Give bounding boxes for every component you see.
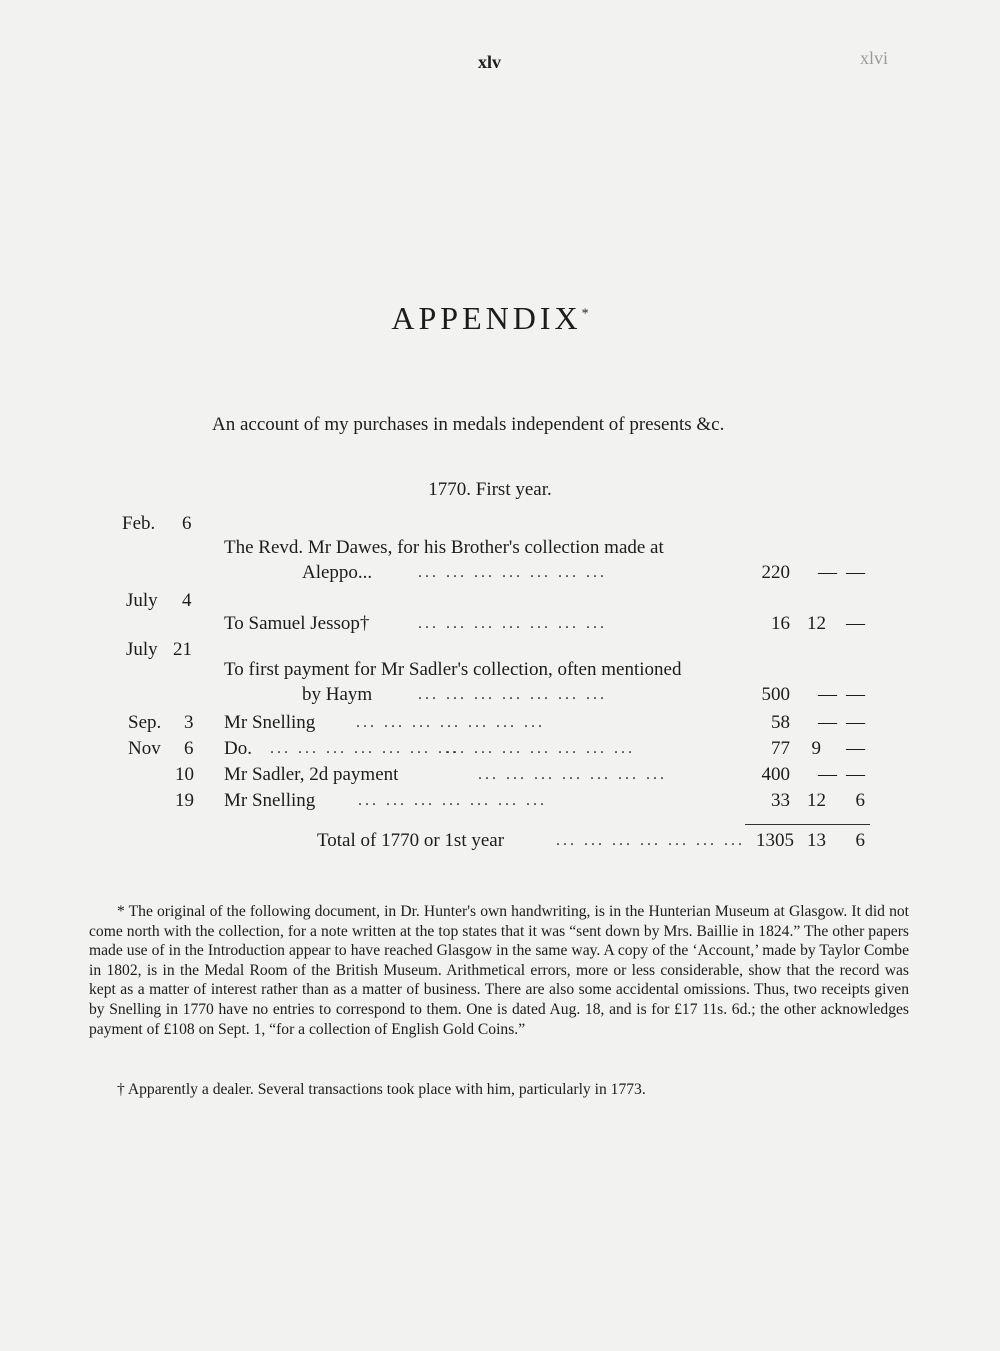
entry-description: To Samuel Jessop† bbox=[224, 613, 370, 634]
footnote-dagger bbox=[89, 1080, 909, 1100]
dot-leader: ... ... ... ... ... ... ... bbox=[270, 740, 459, 757]
amount-pence: — bbox=[846, 684, 865, 705]
total-label: Total of 1770 or 1st year bbox=[317, 830, 505, 851]
dot-leader: ... ... ... ... ... ... ... bbox=[418, 615, 607, 632]
entry-day: 4 bbox=[182, 590, 192, 611]
dot-leader: ... ... ... ... ... ... ... bbox=[356, 714, 545, 731]
dot-leader: ... ... ... ... ... ... ... bbox=[418, 686, 607, 703]
account-intro: An account of my purchases in medals independent of presents &c. bbox=[212, 414, 725, 435]
amount-shillings: 12 bbox=[807, 613, 826, 634]
entry-month: Nov bbox=[128, 738, 161, 759]
amount-shillings: 12 bbox=[807, 790, 826, 811]
appendix-heading bbox=[0, 300, 980, 337]
appendix-title: APPENDIX bbox=[391, 300, 582, 336]
amount-shillings: — bbox=[818, 764, 837, 785]
amount-pounds: 33 bbox=[771, 790, 790, 811]
entry-description: To first payment for Mr Sadler's collection, often mentioned bbox=[224, 659, 682, 680]
amount-pence: — bbox=[846, 764, 865, 785]
dot-leader: ... ... ... ... ... ... ... bbox=[478, 766, 667, 783]
entry-day: 3 bbox=[184, 712, 194, 733]
dot-leader: ... ... ... ... ... ... ... bbox=[556, 832, 745, 849]
amount-shillings: — bbox=[818, 712, 837, 733]
amount-pence: 6 bbox=[855, 790, 865, 811]
amount-shillings: — bbox=[818, 562, 837, 583]
amount-pence: — bbox=[846, 712, 865, 733]
entry-description: The Revd. Mr Dawes, for his Brother's collection made at bbox=[224, 537, 664, 558]
entry-day: 21 bbox=[173, 639, 192, 660]
amount-pounds: 77 bbox=[771, 738, 790, 759]
entry-month: July bbox=[126, 639, 158, 660]
amount-pounds: 58 bbox=[771, 712, 790, 733]
footnote-text: * The original of the following document, in Dr. Hunter's own handwriting, is in the Hunterian Museum at Glasgow. It did not come north with the collection, for a note written at the top states that it was “sent down by Mrs. Baillie in 1824.” The other papers made use of in the Introduction appear to have reached Glasgow in the same way. A copy of the ‘Account,’ made by Taylor Combe in 1802, is in the Medal Room of the British Museum. Arithmetical errors, more or less considerable, show that the record was kept as a matter of interest rather than as a matter of business. There are also some accidental omissions. Thus, two receipts given by Snelling in 1770 have no entries to correspond to them. One is dated Aug. 18, and is for £17 11s. 6d.; the other acknowledges payment of £108 on Sept. 1, “for a collection of English Gold Coins.” bbox=[89, 903, 909, 1038]
dot-leader: ... ... ... ... ... ... ... bbox=[418, 564, 607, 581]
amount-pounds: 220 bbox=[761, 562, 790, 583]
amount-pence: — bbox=[846, 738, 865, 759]
footnote-text: † Apparently a dealer. Several transactions took place with him, particularly in 1773. bbox=[117, 1081, 646, 1098]
dot-leader: ... ... ... ... ... ... ... bbox=[358, 792, 547, 809]
amount-shillings: 9 bbox=[811, 738, 821, 759]
entry-description: Mr Snelling bbox=[224, 712, 316, 733]
bleed-through-page-number: xlvi bbox=[860, 48, 889, 68]
entry-month: Sep. bbox=[128, 712, 162, 733]
amount-pounds: 500 bbox=[761, 684, 790, 705]
dot-leader: ... ... ... ... ... ... ... bbox=[446, 740, 635, 757]
total-pence: 6 bbox=[855, 830, 865, 851]
entry-month: Feb. bbox=[122, 513, 156, 534]
amount-shillings: — bbox=[818, 684, 837, 705]
entry-day: 19 bbox=[175, 790, 194, 811]
total-pounds: 1305 bbox=[756, 830, 794, 851]
amount-pence: — bbox=[846, 562, 865, 583]
footnote-star bbox=[89, 902, 909, 1039]
amount-pounds: 16 bbox=[771, 613, 790, 634]
entry-day: 6 bbox=[184, 738, 194, 759]
entry-month: July bbox=[126, 590, 158, 611]
entry-description-continued: by Haym bbox=[302, 684, 373, 705]
footnote-mark: * bbox=[581, 306, 589, 322]
amount-pounds: 400 bbox=[761, 764, 790, 785]
sum-rule bbox=[745, 824, 870, 825]
entry-day: 6 bbox=[182, 513, 192, 534]
amount-pence: — bbox=[846, 613, 865, 634]
entry-description-continued: Aleppo... bbox=[302, 562, 373, 583]
year-heading: 1770. First year. bbox=[428, 479, 552, 500]
entry-description: Mr Sadler, 2d payment bbox=[224, 764, 399, 785]
entry-description: Mr Snelling bbox=[224, 790, 316, 811]
entry-description: Do. bbox=[224, 738, 252, 759]
entry-day: 10 bbox=[175, 764, 194, 785]
page-number: xlv bbox=[478, 52, 502, 72]
total-shillings: 13 bbox=[807, 830, 826, 851]
